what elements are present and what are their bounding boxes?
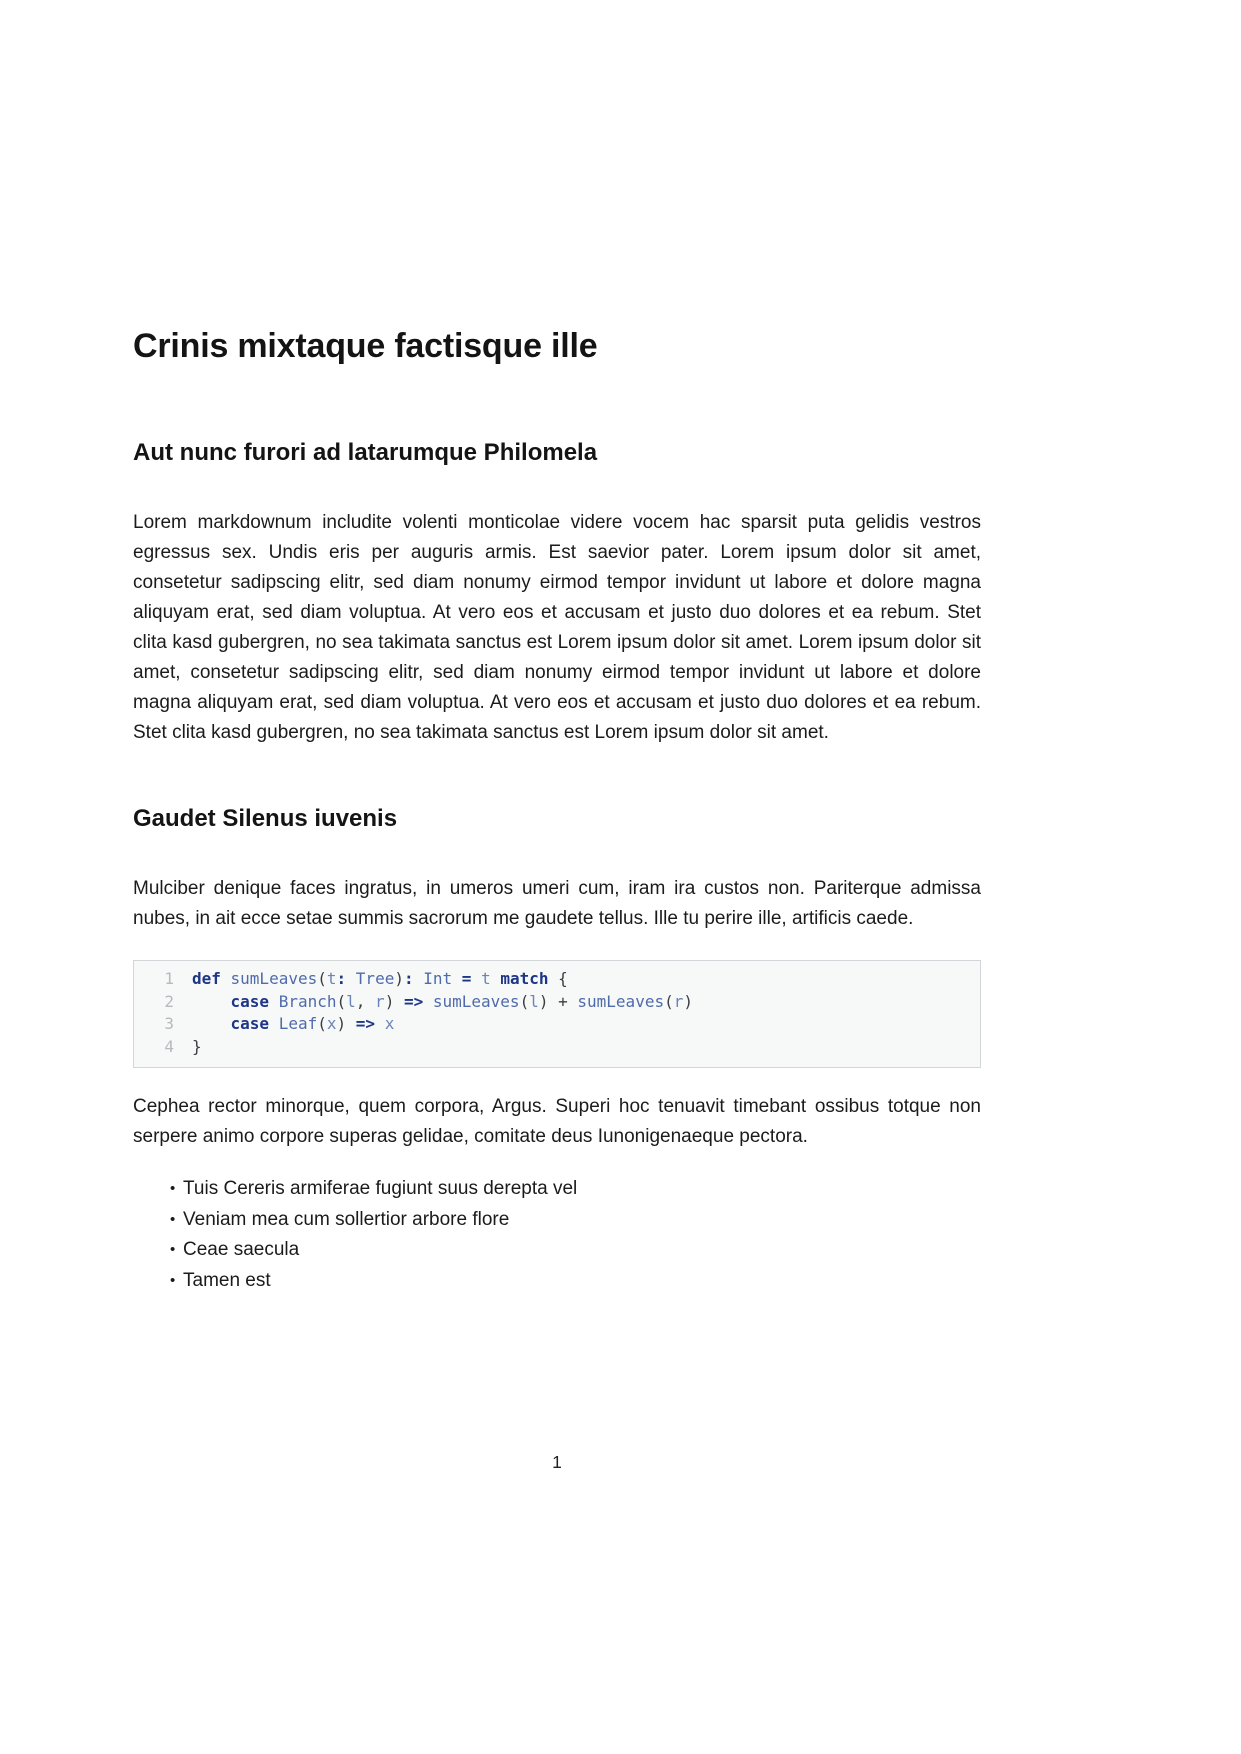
bullet-icon: • — [170, 1241, 176, 1258]
bullet-icon: • — [170, 1271, 176, 1289]
bullet-icon: • — [170, 1180, 176, 1197]
code-text: } — [192, 1036, 202, 1056]
code-line — [144, 1013, 968, 1036]
list-item-text: Ceae saecula — [183, 1239, 300, 1260]
code-text: case Branch(l, r) => sumLeaves(l) + sumLeaves(r) — [230, 991, 694, 1011]
paragraph-cephea: Cephea rector minorque, quem corpora, Argus. Superi hoc tenuavit timebant ossibus totque non serpere animo corpore superas gelidae, comitate deus Iunonigenaeque pectora. — [133, 1096, 981, 1147]
bullet-icon: • — [170, 1210, 176, 1228]
line-number: 2 — [164, 991, 174, 1011]
list-item-text: Tuis Cereris armiferae fugiunt suus derepta vel — [183, 1178, 578, 1199]
bullet-list — [133, 1174, 981, 1296]
content-area — [133, 0, 981, 1473]
paragraph-lorem: Lorem markdownum includite volenti monticolae videre vocem hac sparsit puta gelidis vestros egressus sex. Undis eris per auguris armis. Est saevior pater. Lorem ipsum dolor sit amet, consetetur sadipscing elitr, sed diam nonumy eirmod tempor invidunt ut labore et dolore magna aliquyam erat, sed diam voluptua. At vero eos et accusam et justo duo dolores et ea rebum. Stet clita kasd gubergren, no sea takimata sanctus est Lorem ipsum dolor sit amet. Lorem ipsum dolor sit amet, consetetur sadipscing elitr, sed diam nonumy eirmod tempor invidunt ut labore et dolore magna aliquyam erat, sed diam voluptua. At vero eos et accusam et justo duo dolores et ea rebum. Stet clita kasd gubergren, no sea takimata sanctus est Lorem ipsum dolor sit amet. — [133, 512, 981, 743]
section-heading-philomela: Aut nunc furori ad latarumque Philomela — [133, 439, 598, 466]
list-item — [133, 1266, 981, 1297]
code-line — [144, 968, 968, 991]
code-text: def sumLeaves(t: Tree): Int = t match { — [192, 969, 568, 988]
list-item — [133, 1174, 981, 1205]
code-line — [144, 991, 968, 1014]
page-number: 1 — [552, 1452, 562, 1472]
line-number: 3 — [164, 1014, 174, 1033]
paragraph-mulciber: Mulciber denique faces ingratus, in umeros umeri cum, iram ira custos non. Pariterque admissa nubes, in ait ecce setae summis sacrorum me gaudete tellus. Ille tu perire ille, artificis caede. — [133, 878, 981, 929]
page-title: Crinis mixtaque factisque ille — [133, 327, 598, 365]
code-block — [133, 960, 981, 1068]
line-number: 4 — [164, 1036, 174, 1056]
section-heading-gaudet: Gaudet Silenus iuvenis — [133, 805, 398, 832]
list-item — [133, 1235, 981, 1266]
code-lines — [144, 968, 968, 1058]
line-number: 1 — [164, 969, 174, 988]
list-item-text: Veniam mea cum sollertior arbore flore — [183, 1208, 510, 1230]
list-item-text: Tamen est — [183, 1269, 271, 1291]
list-item — [133, 1205, 981, 1236]
code-line — [144, 1036, 968, 1059]
code-text: case Leaf(x) => x — [230, 1014, 395, 1033]
